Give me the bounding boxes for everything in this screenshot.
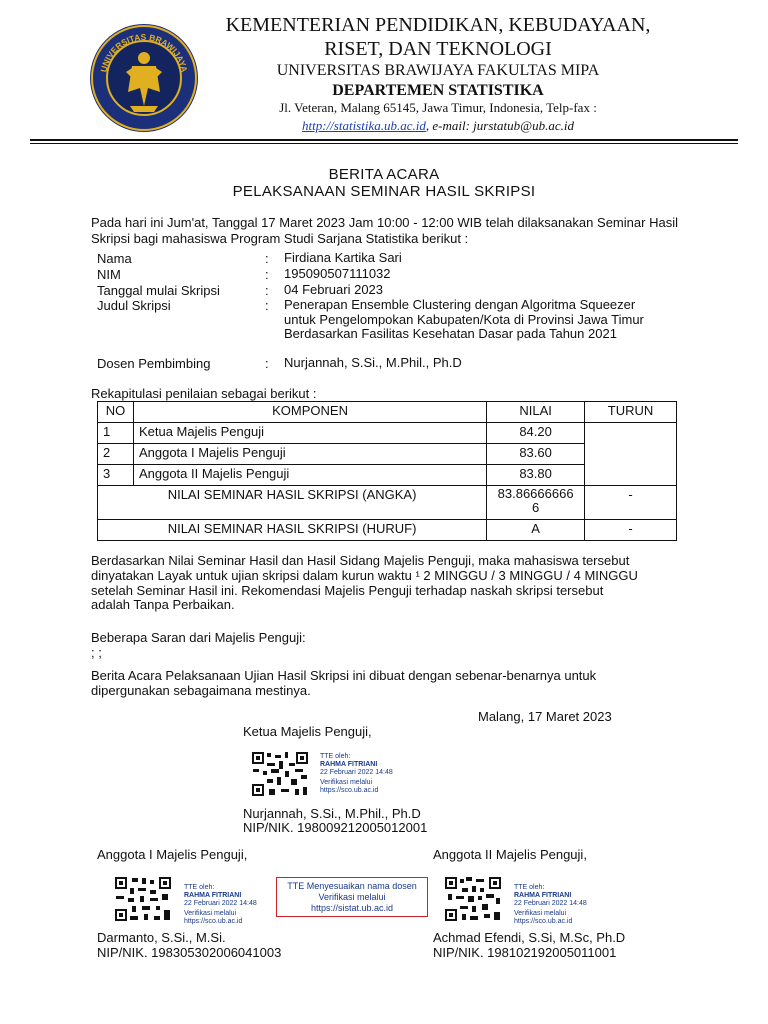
- qr-code-icon: [444, 876, 502, 922]
- qr-code-icon: [251, 751, 309, 797]
- dosen-label: Dosen Pembimbing: [97, 356, 211, 371]
- anggota2-title: Anggota II Majelis Penguji,: [433, 847, 587, 862]
- place-date: Malang, 17 Maret 2023: [478, 709, 612, 724]
- tte-url: https://sco.ub.ac.id: [184, 918, 243, 925]
- angka-value: [487, 486, 585, 520]
- header-ministry-line2: RISET, DAN TEKNOLOGI: [324, 38, 552, 60]
- notice-line-1: TTE Menyesuaikan nama dosen: [287, 881, 417, 891]
- tte-by: TTE oleh:: [184, 884, 215, 891]
- ketua-name: Nurjannah, S.Si., M.Phil., Ph.D: [243, 806, 421, 821]
- table-row-angka: [98, 486, 677, 520]
- anggota1-tte-stamp: [184, 884, 257, 926]
- angka-label: NILAI SEMINAR HASIL SKRIPSI (ANGKA): [98, 486, 487, 520]
- conclusion-line-4: adalah Tanpa Perbaikan.: [91, 597, 235, 612]
- anggota1-qr-code: [114, 876, 172, 927]
- nama-label: Nama: [97, 251, 132, 266]
- saran-label: Beberapa Saran dari Majelis Penguji:: [91, 630, 306, 645]
- header-no: NO: [98, 402, 134, 423]
- huruf-label: NILAI SEMINAR HASIL SKRIPSI (HURUF): [98, 520, 487, 541]
- judul-line-3: Berdasarkan Fasilitas Kesehatan Dasar pada Tahun 2021: [284, 326, 617, 341]
- tte-date: 22 Februari 2022 14:48: [184, 900, 257, 907]
- email-text: , e-mail: jurstatub@ub.ac.id: [425, 118, 574, 133]
- saran-content: ; ;: [91, 645, 102, 660]
- ketua-tte-stamp: [320, 753, 393, 795]
- website-link[interactable]: http://statistika.ub.ac.id: [302, 118, 426, 133]
- closing-line-1: Berita Acara Pelaksanaan Ujian Hasil Skripsi ini dibuat dengan sebenar-benarnya untuk: [91, 668, 597, 683]
- anggota1-nip: NIP/NIK. 198305302006041003: [97, 945, 282, 960]
- row-nilai: 83.80: [487, 465, 585, 486]
- header-komponen: KOMPONEN: [133, 402, 486, 423]
- row-komponen: Ketua Majelis Penguji: [133, 423, 486, 444]
- anggota2-nip: NIP/NIK. 198102192005011001: [433, 945, 617, 960]
- nama-value: Firdiana Kartika Sari: [284, 250, 402, 265]
- header-address: Jl. Veteran, Malang 65145, Jawa Timur, Indonesia, Telp-fax :: [279, 100, 597, 115]
- document-title-2: PELAKSANAAN SEMINAR HASIL SKRIPSI: [232, 183, 536, 200]
- ketua-nip: NIP/NIK. 198009212005012001: [243, 820, 428, 835]
- anggota2-qr-code: [444, 876, 502, 927]
- ketua-qr-code: [251, 751, 309, 802]
- judul-line-2: untuk Pengelompokan Kabupaten/Kota di Provinsi Jawa Timur: [284, 312, 644, 327]
- tanggal-value: 04 Februari 2023: [284, 282, 384, 297]
- tanggal-label: Tanggal mulai Skripsi: [97, 283, 220, 298]
- judul-line-1: Penerapan Ensemble Clustering dengan Algoritma Squeezer: [284, 297, 636, 312]
- row-no: 3: [98, 465, 134, 486]
- intro-paragraph: Pada hari ini Jum'at, Tanggal 17 Maret 2023 Jam 10:00 - 12:00 WIB telah dilaksanakan Seminar Hasil Skripsi bagi mahasiswa Program Studi Sarjana Statistika berikut :: [91, 215, 678, 246]
- row-nilai: 83.60: [487, 444, 585, 465]
- ketua-title: Ketua Majelis Penguji,: [243, 724, 372, 739]
- tte-url: https://sco.ub.ac.id: [320, 787, 379, 794]
- tte-name: RAHMA FITRIANI: [184, 892, 242, 899]
- header-nilai: NILAI: [487, 402, 585, 423]
- colon: :: [265, 267, 269, 282]
- grades-table: [97, 401, 677, 541]
- header-university: UNIVERSITAS BRAWIJAYA FAKULTAS MIPA: [276, 62, 600, 79]
- conclusion-line-2: dinyatakan Layak untuk ujian skripsi dalam kurun waktu ¹ 2 MINGGU / 3 MINGGU / 4 MINGGU: [91, 568, 638, 583]
- tte-name: RAHMA FITRIANI: [514, 892, 572, 899]
- qr-code-icon: [114, 876, 172, 922]
- conclusion-line-1: Berdasarkan Nilai Seminar Hasil dan Hasil Sidang Majelis Penguji, maka mahasiswa tersebut: [91, 553, 630, 568]
- tte-notice-box: [276, 877, 428, 917]
- rekap-intro: Rekapitulasi penilaian sebagai berikut :: [91, 386, 317, 401]
- tte-by: TTE oleh:: [514, 884, 545, 891]
- header-department: DEPARTEMEN STATISTIKA: [332, 82, 544, 99]
- anggota2-name: Achmad Efendi, S.Si, M.Sc, Ph.D: [433, 930, 626, 945]
- tte-date: 22 Februari 2022 14:48: [320, 769, 393, 776]
- angka-value-line2: 6: [531, 500, 540, 515]
- table-row-huruf: [98, 520, 677, 541]
- colon: :: [265, 356, 269, 371]
- turun-cell: [585, 423, 677, 486]
- header-turun: TURUN: [585, 402, 677, 423]
- dosen-value: Nurjannah, S.Si., M.Phil., Ph.D: [284, 355, 462, 370]
- table-header-row: [98, 402, 677, 423]
- row-komponen: Anggota II Majelis Penguji: [133, 465, 486, 486]
- tte-name: RAHMA FITRIANI: [320, 761, 378, 768]
- svg-text:UNIVERSITAS BRAWIJAYA: UNIVERSITAS BRAWIJAYA: [98, 31, 190, 74]
- tte-date: 22 Februari 2022 14:48: [514, 900, 587, 907]
- angka-value-line1: 83.86666666: [497, 486, 574, 501]
- header-divider-thick: [30, 139, 738, 141]
- angka-turun: -: [585, 486, 677, 520]
- header-ministry-line1: KEMENTERIAN PENDIDIKAN, KEBUDAYAAN,: [225, 14, 651, 36]
- anggota1-title: Anggota I Majelis Penguji,: [97, 847, 248, 862]
- judul-label: Judul Skripsi: [97, 298, 171, 313]
- anggota2-tte-stamp: [514, 884, 587, 926]
- tte-url: https://sco.ub.ac.id: [514, 918, 573, 925]
- tte-verify: Verifikasi melalui: [320, 779, 373, 786]
- anggota1-name: Darmanto, S.Si., M.Si.: [97, 930, 226, 945]
- tte-verify: Verifikasi melalui: [514, 910, 567, 917]
- tte-by: TTE oleh:: [320, 753, 351, 760]
- header-divider-thin: [30, 143, 738, 144]
- header-contact: [178, 118, 698, 134]
- table-row: [98, 423, 677, 444]
- nim-value: 195090507111032: [284, 266, 391, 281]
- row-no: 1: [98, 423, 134, 444]
- row-no: 2: [98, 444, 134, 465]
- tte-verify: Verifikasi melalui: [184, 910, 237, 917]
- notice-line-2: Verifikasi melalui: [318, 892, 386, 902]
- nim-label: NIM: [97, 267, 121, 282]
- closing-line-2: dipergunakan sebagaimana mestinya.: [91, 683, 311, 698]
- huruf-value: A: [487, 520, 585, 541]
- document-title-1: BERITA ACARA: [328, 166, 440, 183]
- huruf-turun: -: [585, 520, 677, 541]
- row-komponen: Anggota I Majelis Penguji: [133, 444, 486, 465]
- conclusion-line-3: setelah Seminar Hasil ini. Rekomendasi Majelis Penguji terhadap naskah skripsi tersebut: [91, 583, 604, 598]
- notice-link[interactable]: https://sistat.ub.ac.id: [310, 903, 394, 913]
- colon: :: [265, 283, 269, 298]
- colon: :: [265, 251, 269, 266]
- colon: :: [265, 298, 269, 313]
- row-nilai: 84.20: [487, 423, 585, 444]
